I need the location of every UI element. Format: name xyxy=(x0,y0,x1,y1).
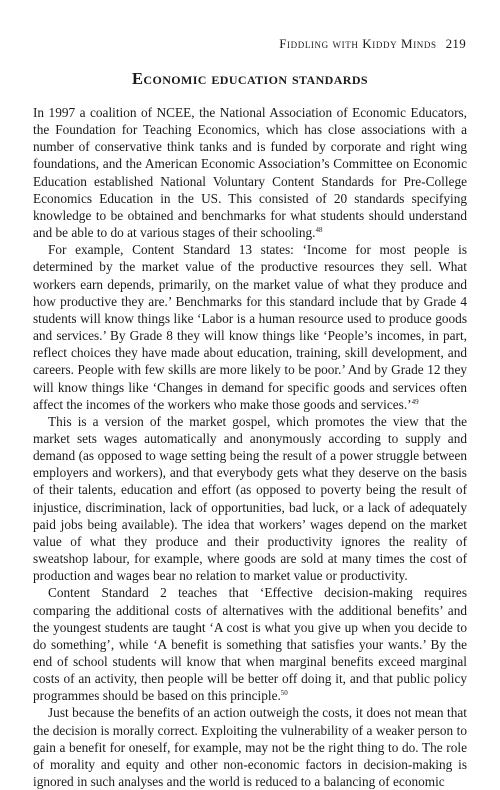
paragraph-text: Content Standard 2 teaches that ‘Effective decision-making requires comparing the additional costs of alternatives with the additional benefits’ and the youngest students are taught ‘A cost is what you give up when you decide to do something’, while ‘A benefit is something that satisfies your wants.’ By the end of school students will know that when marginal benefits exceed marginal costs of an activity, then people will be better off doing it, and that public policy programmes should be based on this principle. xyxy=(33,585,467,704)
paragraph-text: In 1997 a coalition of NCEE, the National Association of Economic Educators, the Foundation for Teaching Economics, which has close associations with a number of conservative think tanks and is funded by corporate and right wing foundations, and the American Economic Association’s Committee on Economic Education established National Voluntary Content Standards for Pre-College Economics Education in the US. This consisted of 20 standards specifying knowledge to be obtained and benchmarks for what students should understand and be able to do at various stages of their schooling. xyxy=(33,105,467,241)
footnote-marker[interactable]: 48 xyxy=(315,226,323,235)
footnote-marker[interactable]: 49 xyxy=(411,397,419,406)
paragraph-text: For example, Content Standard 13 states: ‘Income for most people is determined by the market value of the productive resources they sell. What workers earn depends, primarily, on the market value of what they produce and how productive they are.’ Benchmarks for this standard include that by Grade 4 students will know things like ‘Labor is a human resource used to produce goods and services.’ By Grade 8 they will know things like ‘People’s incomes, in part, reflect choices they have made about education, training, skill development, and careers. People with few skills are more likely to be poor.’ And by Grade 12 they will know things like ‘Changes in demand for specific goods and services often affect the incomes of the workers who make those goods and services.’ xyxy=(33,242,467,412)
footnote-marker[interactable]: 50 xyxy=(280,689,288,698)
page-number: 219 xyxy=(445,36,466,51)
paragraph xyxy=(33,241,467,413)
running-head xyxy=(279,36,466,52)
running-title: Fiddling with Kiddy Minds xyxy=(279,36,437,51)
paragraph xyxy=(33,584,467,704)
paragraph xyxy=(33,104,467,241)
paragraph-text: This is a version of the market gospel, which promotes the view that the market sets wages automatically and anonymously according to supply and demand (as opposed to wage setting being the result of a power struggle between employers and workers), and that everybody gets what they deserve on the basis of their talents, education and effort (as opposed to poverty being the result of injustice, discrimination, lack of opportunities, bad luck, or a lack of adequately paid jobs being available). The idea that workers’ wages depend on the market value of what they produce and their productivity ignores the reality of sweatshop labour, for example, where goods are sold at many times the cost of production and wages bear no relation to market value or productivity. xyxy=(33,413,467,584)
paragraph-text: Just because the benefits of an action outweigh the costs, it does not mean that the decision is morally correct. Exploiting the vulnerability of a weaker person to gain a benefit for oneself, for example, may not be the right thing to do. The role of morality and equity and other non-economic factors in decision-making is ignored in such analyses and the world is reduced to a balancing of economic xyxy=(33,705,467,790)
body-text xyxy=(33,104,467,790)
paragraph xyxy=(33,704,467,790)
section-heading: Economic education standards xyxy=(131,69,369,88)
paragraph xyxy=(33,413,467,585)
